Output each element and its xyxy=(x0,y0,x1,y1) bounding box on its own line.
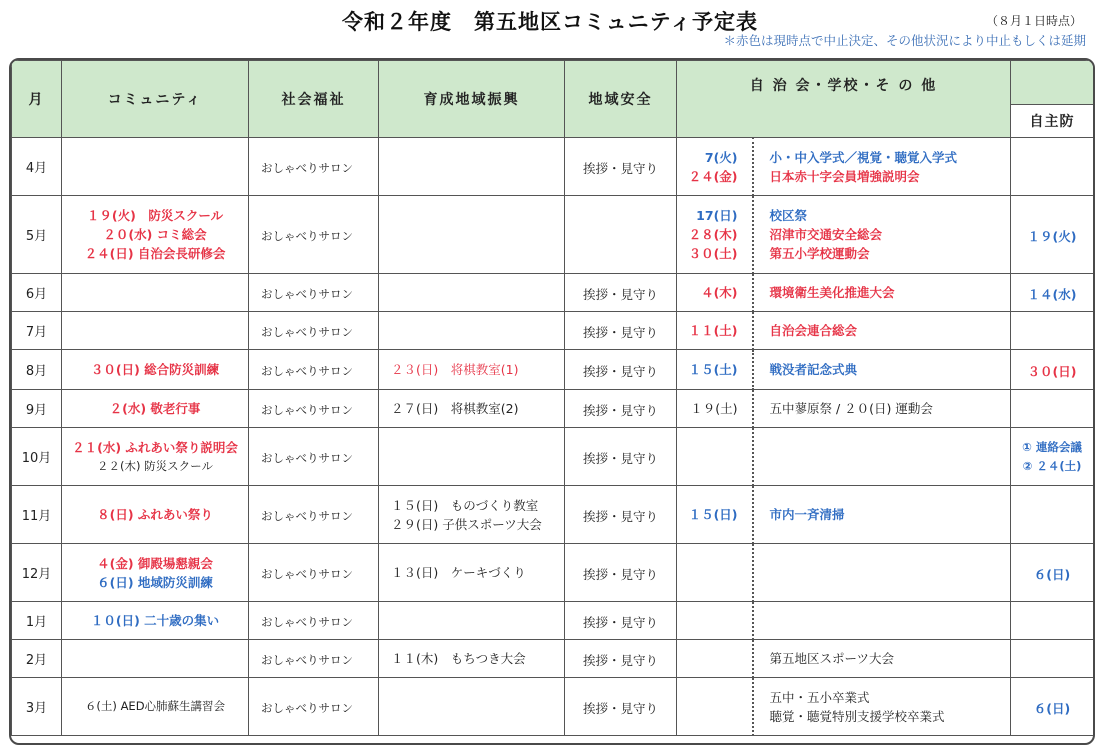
welfare-cell xyxy=(249,274,379,312)
community-cell xyxy=(62,602,249,640)
community-event: ２２(木) 防災スクール xyxy=(97,458,213,473)
safety-event xyxy=(565,229,676,241)
youth-list xyxy=(379,617,564,625)
council-date: ３０(土) xyxy=(688,246,738,261)
safety-event: 挨拶・見守り xyxy=(582,701,658,716)
safety-event: 挨拶・見守り xyxy=(582,615,658,630)
community-cell xyxy=(62,640,249,678)
youth-cell xyxy=(379,274,565,312)
jishubo-event: ６(日) xyxy=(1033,701,1071,716)
community-list xyxy=(62,289,248,297)
council-event: 市内一斉清掃 xyxy=(769,507,845,522)
council-dates xyxy=(677,395,752,422)
council-events xyxy=(754,356,1011,383)
jishubo-cell xyxy=(1011,678,1094,736)
council-event: 校区祭 xyxy=(769,208,808,223)
council-text-cell xyxy=(753,640,1011,678)
month-cell: 7月 xyxy=(12,312,62,350)
council-dates xyxy=(677,684,752,730)
safety-cell xyxy=(565,602,677,640)
welfare-cell xyxy=(249,350,379,390)
council-dates xyxy=(677,453,752,461)
welfare-cell xyxy=(249,428,379,486)
header-community: コミュニティ xyxy=(62,61,249,138)
community-cell xyxy=(62,428,249,486)
council-date xyxy=(685,688,738,707)
community-cell xyxy=(62,390,249,428)
council-events xyxy=(754,684,1011,730)
jishubo-list xyxy=(1011,511,1093,519)
community-event: ８(日) ふれあい祭り xyxy=(97,507,213,522)
youth-cell xyxy=(379,390,565,428)
safety-cell xyxy=(565,640,677,678)
community-list xyxy=(62,202,248,267)
table-row xyxy=(12,350,1094,390)
month-cell: 5月 xyxy=(12,196,62,274)
table-row xyxy=(12,274,1094,312)
community-event: ６(土) AED心肺蘇生講習会 xyxy=(84,699,226,713)
month-cell: 9月 xyxy=(12,390,62,428)
youth-cell xyxy=(379,312,565,350)
safety-cell xyxy=(565,544,677,602)
council-event: 小・中入学式／視覚・聴覚入学式 xyxy=(769,149,958,165)
jishubo-cell xyxy=(1011,486,1094,544)
community-cell xyxy=(62,138,249,196)
council-text-cell xyxy=(753,486,1011,544)
council-text-cell xyxy=(753,544,1011,602)
jishubo-event: １９(火) xyxy=(1027,229,1077,244)
jishubo-list xyxy=(1011,277,1093,308)
youth-cell xyxy=(379,486,565,544)
community-event: １９(火) 防災スクール xyxy=(86,208,224,223)
jishubo-list xyxy=(1011,655,1093,663)
safety-event: 挨拶・見守り xyxy=(582,364,658,379)
council-event: 日本赤十字会員増強説明会 xyxy=(769,168,920,184)
community-cell xyxy=(62,274,249,312)
council-event: 第五小学校運動会 xyxy=(769,246,870,261)
header-council-label: 自 治 会・学校・そ の 他 xyxy=(749,78,938,94)
welfare-event: おしゃべりサロン xyxy=(261,701,353,715)
community-cell xyxy=(62,486,249,544)
table-row xyxy=(12,602,1094,640)
council-dates xyxy=(677,645,752,672)
safety-event: 挨拶・見守り xyxy=(582,161,658,176)
community-cell xyxy=(62,678,249,736)
council-date-cell xyxy=(677,678,753,736)
council-events xyxy=(754,317,1011,344)
jishubo-cell xyxy=(1011,640,1094,678)
page-title: 令和２年度 第五地区コミュニティ予定表 xyxy=(342,10,758,34)
welfare-event: おしゃべりサロン xyxy=(261,567,353,581)
council-event: 五中・五小卒業式 xyxy=(769,689,870,705)
council-text-cell xyxy=(753,350,1011,390)
youth-list xyxy=(379,327,564,335)
welfare-cell xyxy=(249,544,379,602)
table-row xyxy=(12,678,1094,736)
community-list xyxy=(62,607,248,634)
schedule-table-frame xyxy=(9,58,1095,745)
welfare-event: おしゃべりサロン xyxy=(261,653,353,667)
council-date-cell xyxy=(677,640,753,678)
jishubo-event: １４(水) xyxy=(1027,287,1077,302)
jishubo-list xyxy=(1011,434,1093,480)
council-event: 五中蓼原祭 / ２０(日) 運動会 xyxy=(769,401,933,416)
community-list xyxy=(62,550,248,596)
community-list xyxy=(62,163,248,171)
community-event: ２(水) 敬老行事 xyxy=(109,401,201,416)
youth-event: ２７(日) 将棋教室(2) xyxy=(391,401,519,416)
council-events xyxy=(754,569,1011,577)
as-of-date: （８月１日時点） xyxy=(985,14,1082,28)
council-events xyxy=(754,453,1011,461)
council-date: １５(日) xyxy=(688,507,738,522)
table-row xyxy=(12,138,1094,196)
community-event: ２１(水) ふれあい祭り説明会 xyxy=(72,439,238,455)
council-dates xyxy=(677,501,752,528)
header-youth: 育成地域振興 xyxy=(379,61,565,138)
youth-event: １１(木) もちつき大会 xyxy=(391,651,526,666)
council-date: 17(日) xyxy=(696,208,738,223)
safety-cell xyxy=(565,486,677,544)
community-cell xyxy=(62,312,249,350)
table-row xyxy=(12,640,1094,678)
jishubo-cell xyxy=(1011,428,1094,486)
council-date-cell xyxy=(677,428,753,486)
council-date-cell xyxy=(677,486,753,544)
community-cell xyxy=(62,196,249,274)
jishubo-list xyxy=(1011,617,1093,625)
council-events xyxy=(754,279,1011,306)
council-events xyxy=(754,395,1011,422)
community-event: ６(日) 地域防災訓練 xyxy=(97,574,213,590)
youth-list xyxy=(379,703,564,711)
youth-event: １５(日) ものづくり教室 xyxy=(391,497,539,513)
month-cell: 11月 xyxy=(12,486,62,544)
month-cell: 4月 xyxy=(12,138,62,196)
safety-event: 挨拶・見守り xyxy=(582,509,658,524)
community-list xyxy=(62,693,248,720)
schedule-table xyxy=(11,60,1094,736)
council-dates xyxy=(677,317,752,344)
council-date: １５(土) xyxy=(688,362,738,377)
safety-cell xyxy=(565,138,677,196)
youth-list xyxy=(379,356,564,383)
jishubo-event: ① 連絡会議 xyxy=(1022,439,1082,454)
welfare-cell xyxy=(249,678,379,736)
header-jishubo: 自主防 xyxy=(1010,104,1094,138)
community-list xyxy=(62,327,248,335)
welfare-event: おしゃべりサロン xyxy=(261,509,353,523)
youth-list xyxy=(379,395,564,422)
safety-cell xyxy=(565,312,677,350)
safety-cell xyxy=(565,390,677,428)
jishubo-list xyxy=(1011,405,1093,413)
welfare-cell xyxy=(249,640,379,678)
council-event: 聴覚・聴覚特別支援学校卒業式 xyxy=(769,708,945,724)
jishubo-cell xyxy=(1011,544,1094,602)
jishubo-list xyxy=(1011,354,1093,385)
welfare-event: おしゃべりサロン xyxy=(261,229,353,243)
welfare-event: おしゃべりサロン xyxy=(261,364,353,378)
header-welfare: 社会福祉 xyxy=(249,61,379,138)
month-cell: 12月 xyxy=(12,544,62,602)
council-date xyxy=(685,707,738,726)
header-jishubo-cell xyxy=(1011,61,1094,138)
jishubo-list xyxy=(1011,557,1093,588)
youth-cell xyxy=(379,350,565,390)
youth-list xyxy=(379,231,564,239)
jishubo-list xyxy=(1011,163,1093,171)
month-cell: 2月 xyxy=(12,640,62,678)
welfare-event: おしゃべりサロン xyxy=(261,161,353,175)
community-cell xyxy=(62,544,249,602)
safety-cell xyxy=(565,196,677,274)
community-list xyxy=(62,501,248,528)
council-date: 7(火) xyxy=(704,149,738,165)
council-date xyxy=(685,649,738,668)
council-date-cell xyxy=(677,138,753,196)
council-events xyxy=(754,144,1011,190)
council-date: １１(土) xyxy=(688,323,738,338)
welfare-cell xyxy=(249,602,379,640)
council-date: ４(木) xyxy=(701,285,738,300)
youth-list xyxy=(379,453,564,461)
council-date: ２８(木) xyxy=(688,227,738,242)
council-event: 戦没者記念式典 xyxy=(769,362,858,377)
council-event: 第五地区スポーツ大会 xyxy=(769,651,895,666)
welfare-event: おしゃべりサロン xyxy=(261,325,353,339)
community-event: ２４(日) 自治会長研修会 xyxy=(84,246,226,261)
youth-cell xyxy=(379,640,565,678)
youth-event: １３(日) ケーキづくり xyxy=(391,565,526,580)
council-text-cell xyxy=(753,602,1011,640)
council-date-cell xyxy=(677,602,753,640)
welfare-cell xyxy=(249,312,379,350)
youth-list xyxy=(379,492,564,538)
welfare-event: おしゃべりサロン xyxy=(261,451,353,465)
community-event: ４(金) 御殿場懇親会 xyxy=(97,555,213,571)
community-list xyxy=(62,356,248,383)
council-events xyxy=(754,645,1011,672)
council-date-cell xyxy=(677,196,753,274)
jishubo-cell xyxy=(1011,390,1094,428)
council-events xyxy=(754,617,1011,625)
council-events xyxy=(754,501,1011,528)
jishubo-list xyxy=(1011,219,1093,250)
community-list xyxy=(62,655,248,663)
table-row xyxy=(12,312,1094,350)
welfare-cell xyxy=(249,196,379,274)
table-row xyxy=(12,428,1094,486)
table-row xyxy=(12,544,1094,602)
welfare-cell xyxy=(249,390,379,428)
jishubo-cell xyxy=(1011,312,1094,350)
welfare-event: おしゃべりサロン xyxy=(261,403,353,417)
jishubo-list xyxy=(1011,691,1093,722)
safety-cell xyxy=(565,274,677,312)
jishubo-cell xyxy=(1011,274,1094,312)
council-events xyxy=(754,202,1011,267)
safety-cell xyxy=(565,678,677,736)
youth-list xyxy=(379,163,564,171)
council-date-cell xyxy=(677,390,753,428)
table-row xyxy=(12,486,1094,544)
council-event: 自治会連合総会 xyxy=(769,323,858,338)
community-list xyxy=(62,395,248,422)
jishubo-cell xyxy=(1011,602,1094,640)
council-dates xyxy=(677,569,752,577)
community-cell xyxy=(62,350,249,390)
youth-list xyxy=(379,645,564,672)
council-dates xyxy=(677,279,752,306)
safety-event: 挨拶・見守り xyxy=(582,287,658,302)
community-event: ２０(水) コミ総会 xyxy=(103,227,207,242)
council-text-cell xyxy=(753,428,1011,486)
jishubo-list xyxy=(1011,327,1093,335)
youth-list xyxy=(379,559,564,586)
council-text-cell xyxy=(753,196,1011,274)
header-council xyxy=(677,61,1011,138)
jishubo-event: ３０(日) xyxy=(1027,364,1077,379)
month-cell: 1月 xyxy=(12,602,62,640)
safety-event: 挨拶・見守り xyxy=(582,325,658,340)
council-date-cell xyxy=(677,544,753,602)
welfare-event: おしゃべりサロン xyxy=(261,287,353,301)
council-dates xyxy=(677,144,752,190)
community-list xyxy=(62,434,248,480)
council-dates xyxy=(677,617,752,625)
youth-list xyxy=(379,289,564,297)
youth-cell xyxy=(379,196,565,274)
council-text-cell xyxy=(753,390,1011,428)
month-cell: 6月 xyxy=(12,274,62,312)
jishubo-cell xyxy=(1011,350,1094,390)
jishubo-event: ② ２４(土) xyxy=(1022,458,1082,473)
month-cell: 10月 xyxy=(12,428,62,486)
youth-cell xyxy=(379,602,565,640)
youth-event: ２９(日) 子供スポーツ大会 xyxy=(391,516,542,532)
council-text-cell xyxy=(753,138,1011,196)
council-date: １９(土) xyxy=(690,401,738,416)
safety-event: 挨拶・見守り xyxy=(582,653,658,668)
council-text-cell xyxy=(753,274,1011,312)
youth-cell xyxy=(379,544,565,602)
community-event: １０(日) 二十歳の集い xyxy=(90,613,220,628)
jishubo-cell xyxy=(1011,138,1094,196)
council-date-cell xyxy=(677,312,753,350)
council-date: ２４(金) xyxy=(688,168,738,184)
welfare-cell xyxy=(249,486,379,544)
safety-event: 挨拶・見守り xyxy=(582,567,658,582)
legend-note: ＊赤色は現時点で中止決定、その他状況により中止もしくは延期 xyxy=(723,33,1086,48)
council-text-cell xyxy=(753,312,1011,350)
youth-cell xyxy=(379,428,565,486)
council-date-cell xyxy=(677,274,753,312)
community-event: ３０(日) 総合防災訓練 xyxy=(90,362,220,377)
table-row xyxy=(12,196,1094,274)
header-safety: 地域安全 xyxy=(565,61,677,138)
header-month: 月 xyxy=(12,61,62,138)
council-event: 環境衛生美化推進大会 xyxy=(769,285,895,300)
safety-event: 挨拶・見守り xyxy=(582,451,658,466)
council-event: 沼津市交通安全総会 xyxy=(769,227,883,242)
welfare-cell xyxy=(249,138,379,196)
jishubo-event: ６(日) xyxy=(1033,567,1071,582)
youth-event: ２３(日) 将棋教室(1) xyxy=(391,362,519,377)
safety-cell xyxy=(565,350,677,390)
council-date-cell xyxy=(677,350,753,390)
safety-event: 挨拶・見守り xyxy=(582,403,658,418)
jishubo-cell xyxy=(1011,196,1094,274)
council-text-cell xyxy=(753,678,1011,736)
month-cell: 8月 xyxy=(12,350,62,390)
council-dates xyxy=(677,356,752,383)
table-row xyxy=(12,390,1094,428)
header-row xyxy=(12,61,1094,138)
welfare-event: おしゃべりサロン xyxy=(261,615,353,629)
youth-cell xyxy=(379,138,565,196)
council-dates xyxy=(677,202,752,267)
youth-cell xyxy=(379,678,565,736)
month-cell: 3月 xyxy=(12,678,62,736)
safety-cell xyxy=(565,428,677,486)
